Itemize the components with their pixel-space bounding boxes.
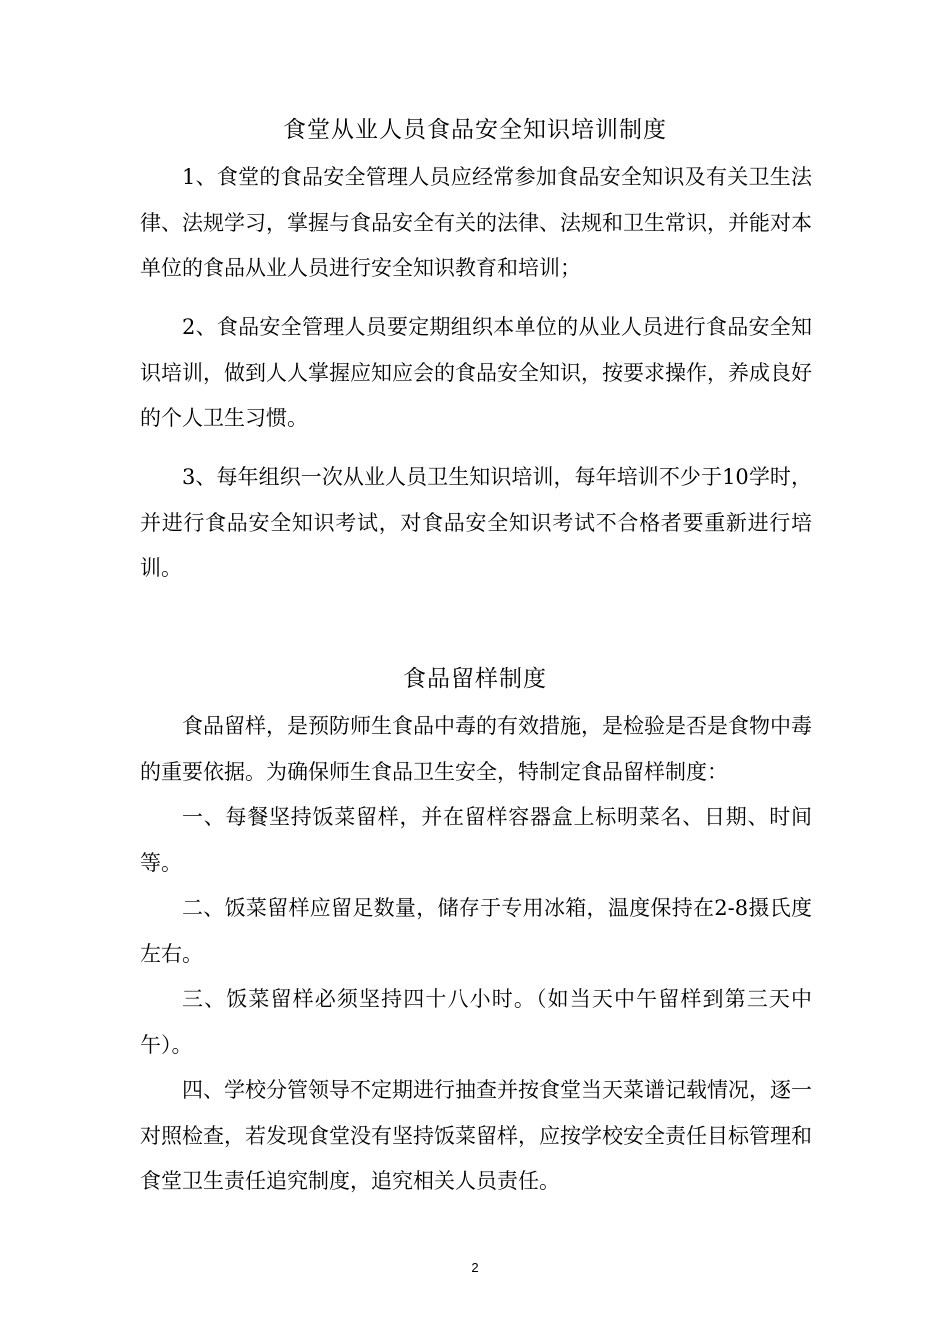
training-paragraph-2: 2、食品安全管理人员要定期组织本单位的从业人员进行食品安全知识培训，做到人人掌握应知应会的食品安全知识，按要求操作，养成良好的个人卫生习惯。	[140, 315, 812, 430]
page-number: 2	[471, 1260, 479, 1275]
section-title-sample-retention: 食品留样制度	[403, 666, 547, 692]
retention-paragraph-2: 二、饭菜留样应留足数量，储存于专用冰箱，温度保持在2-8摄氏度左右。	[140, 896, 812, 966]
training-paragraph-1: 1、食堂的食品安全管理人员应经常参加食品安全知识及有关卫生法律、法规学习，掌握与食品安全有关的法律、法规和卫生常识，并能对本单位的食品从业人员进行安全知识教育和培训；	[140, 165, 812, 280]
retention-paragraph-intro: 食品留样，是预防师生食品中毒的有效措施，是检验是否是食物中毒的重要依据。为确保师生食品卫生安全，特制定食品留样制度：	[140, 714, 812, 784]
training-paragraph-3: 3、每年组织一次从业人员卫生知识培训，每年培训不少于10学时，并进行食品安全知识考试，对食品安全知识考试不合格者要重新进行培训。	[140, 465, 812, 580]
section-title-training: 食堂从业人员食品安全知识培训制度	[283, 117, 667, 143]
retention-paragraph-4: 四、学校分管领导不定期进行抽查并按食堂当天菜谱记载情况，逐一对照检查，若发现食堂没有坚持饭菜留样，应按学校安全责任目标管理和食堂卫生责任追究制度，追究相关人员责任。	[140, 1078, 812, 1193]
retention-paragraph-3: 三、饭菜留样必须坚持四十八小时。（如当天中午留样到第三天中午）。	[140, 987, 812, 1057]
retention-paragraph-1: 一、每餐坚持饭菜留样，并在留样容器盒上标明菜名、日期、时间等。	[140, 805, 812, 875]
